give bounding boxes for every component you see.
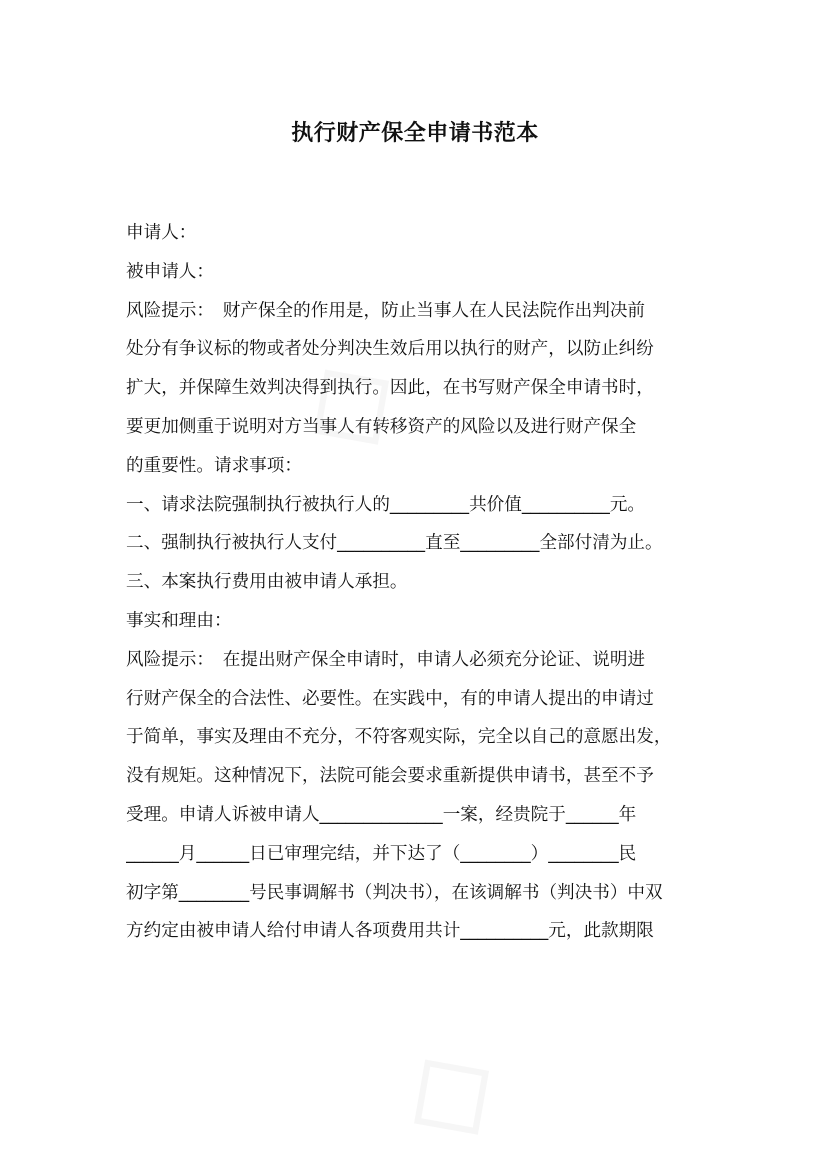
risk-note-line: 于简单，事实及理由不充分，不符客观实际，完全以自己的意愿出发， bbox=[126, 727, 672, 748]
respondent-line: 被申请人： bbox=[126, 261, 214, 282]
risk-note-line: 扩大，并保障生效判决得到执行。因此，在书写财产保全申请书时， bbox=[126, 378, 654, 399]
risk-note-line: 风险提示： 在提出财产保全申请时，申请人必须充分论证、说明进 bbox=[126, 649, 646, 670]
risk-note-line: 风险提示： 财产保全的作用是，防止当事人在人民法院作出判决前 bbox=[126, 300, 646, 321]
request-heading-line: 的重要性。请求事项： bbox=[126, 455, 302, 476]
request-item-1: 一、请求法院强制执行被执行人的_________共价值__________元。 bbox=[126, 494, 646, 515]
document-title: 执行财产保全申请书范本 bbox=[291, 121, 539, 146]
risk-note-line: 要更加侧重于说明对方当事人有转移资产的风险以及进行财产保全 bbox=[126, 416, 637, 437]
facts-line: 受理。申请人诉被申请人______________一案，经贵院于______年 bbox=[126, 804, 637, 825]
facts-line: ______月______日已审理完结，并下达了（________）________民 bbox=[126, 843, 637, 864]
facts-line: 初字第________号民事调解书（判决书），在该调解书（判决书）中双 bbox=[126, 882, 663, 903]
facts-line: 方约定由被申请人给付申请人各项费用共计__________元，此款期限 bbox=[126, 921, 654, 942]
watermark-graphic bbox=[368, 1006, 523, 1173]
risk-note-line: 处分有争议标的物或者处分判决生效后用以执行的财产，以防止纠纷 bbox=[126, 339, 654, 360]
request-item-2: 二、强制执行被执行人支付__________直至_________全部付清为止。 bbox=[126, 533, 663, 554]
request-item-3: 三、本案执行费用由被申请人承担。 bbox=[126, 572, 408, 593]
risk-note-line: 没有规矩。这种情况下，法院可能会要求重新提供申请书，甚至不予 bbox=[126, 766, 654, 787]
document-body bbox=[126, 214, 710, 951]
risk-note-line: 行财产保全的合法性、必要性。在实践中，有的申请人提出的申请过 bbox=[126, 688, 654, 709]
applicant-line: 申请人： bbox=[126, 223, 197, 243]
facts-heading: 事实和理由： bbox=[126, 610, 232, 631]
